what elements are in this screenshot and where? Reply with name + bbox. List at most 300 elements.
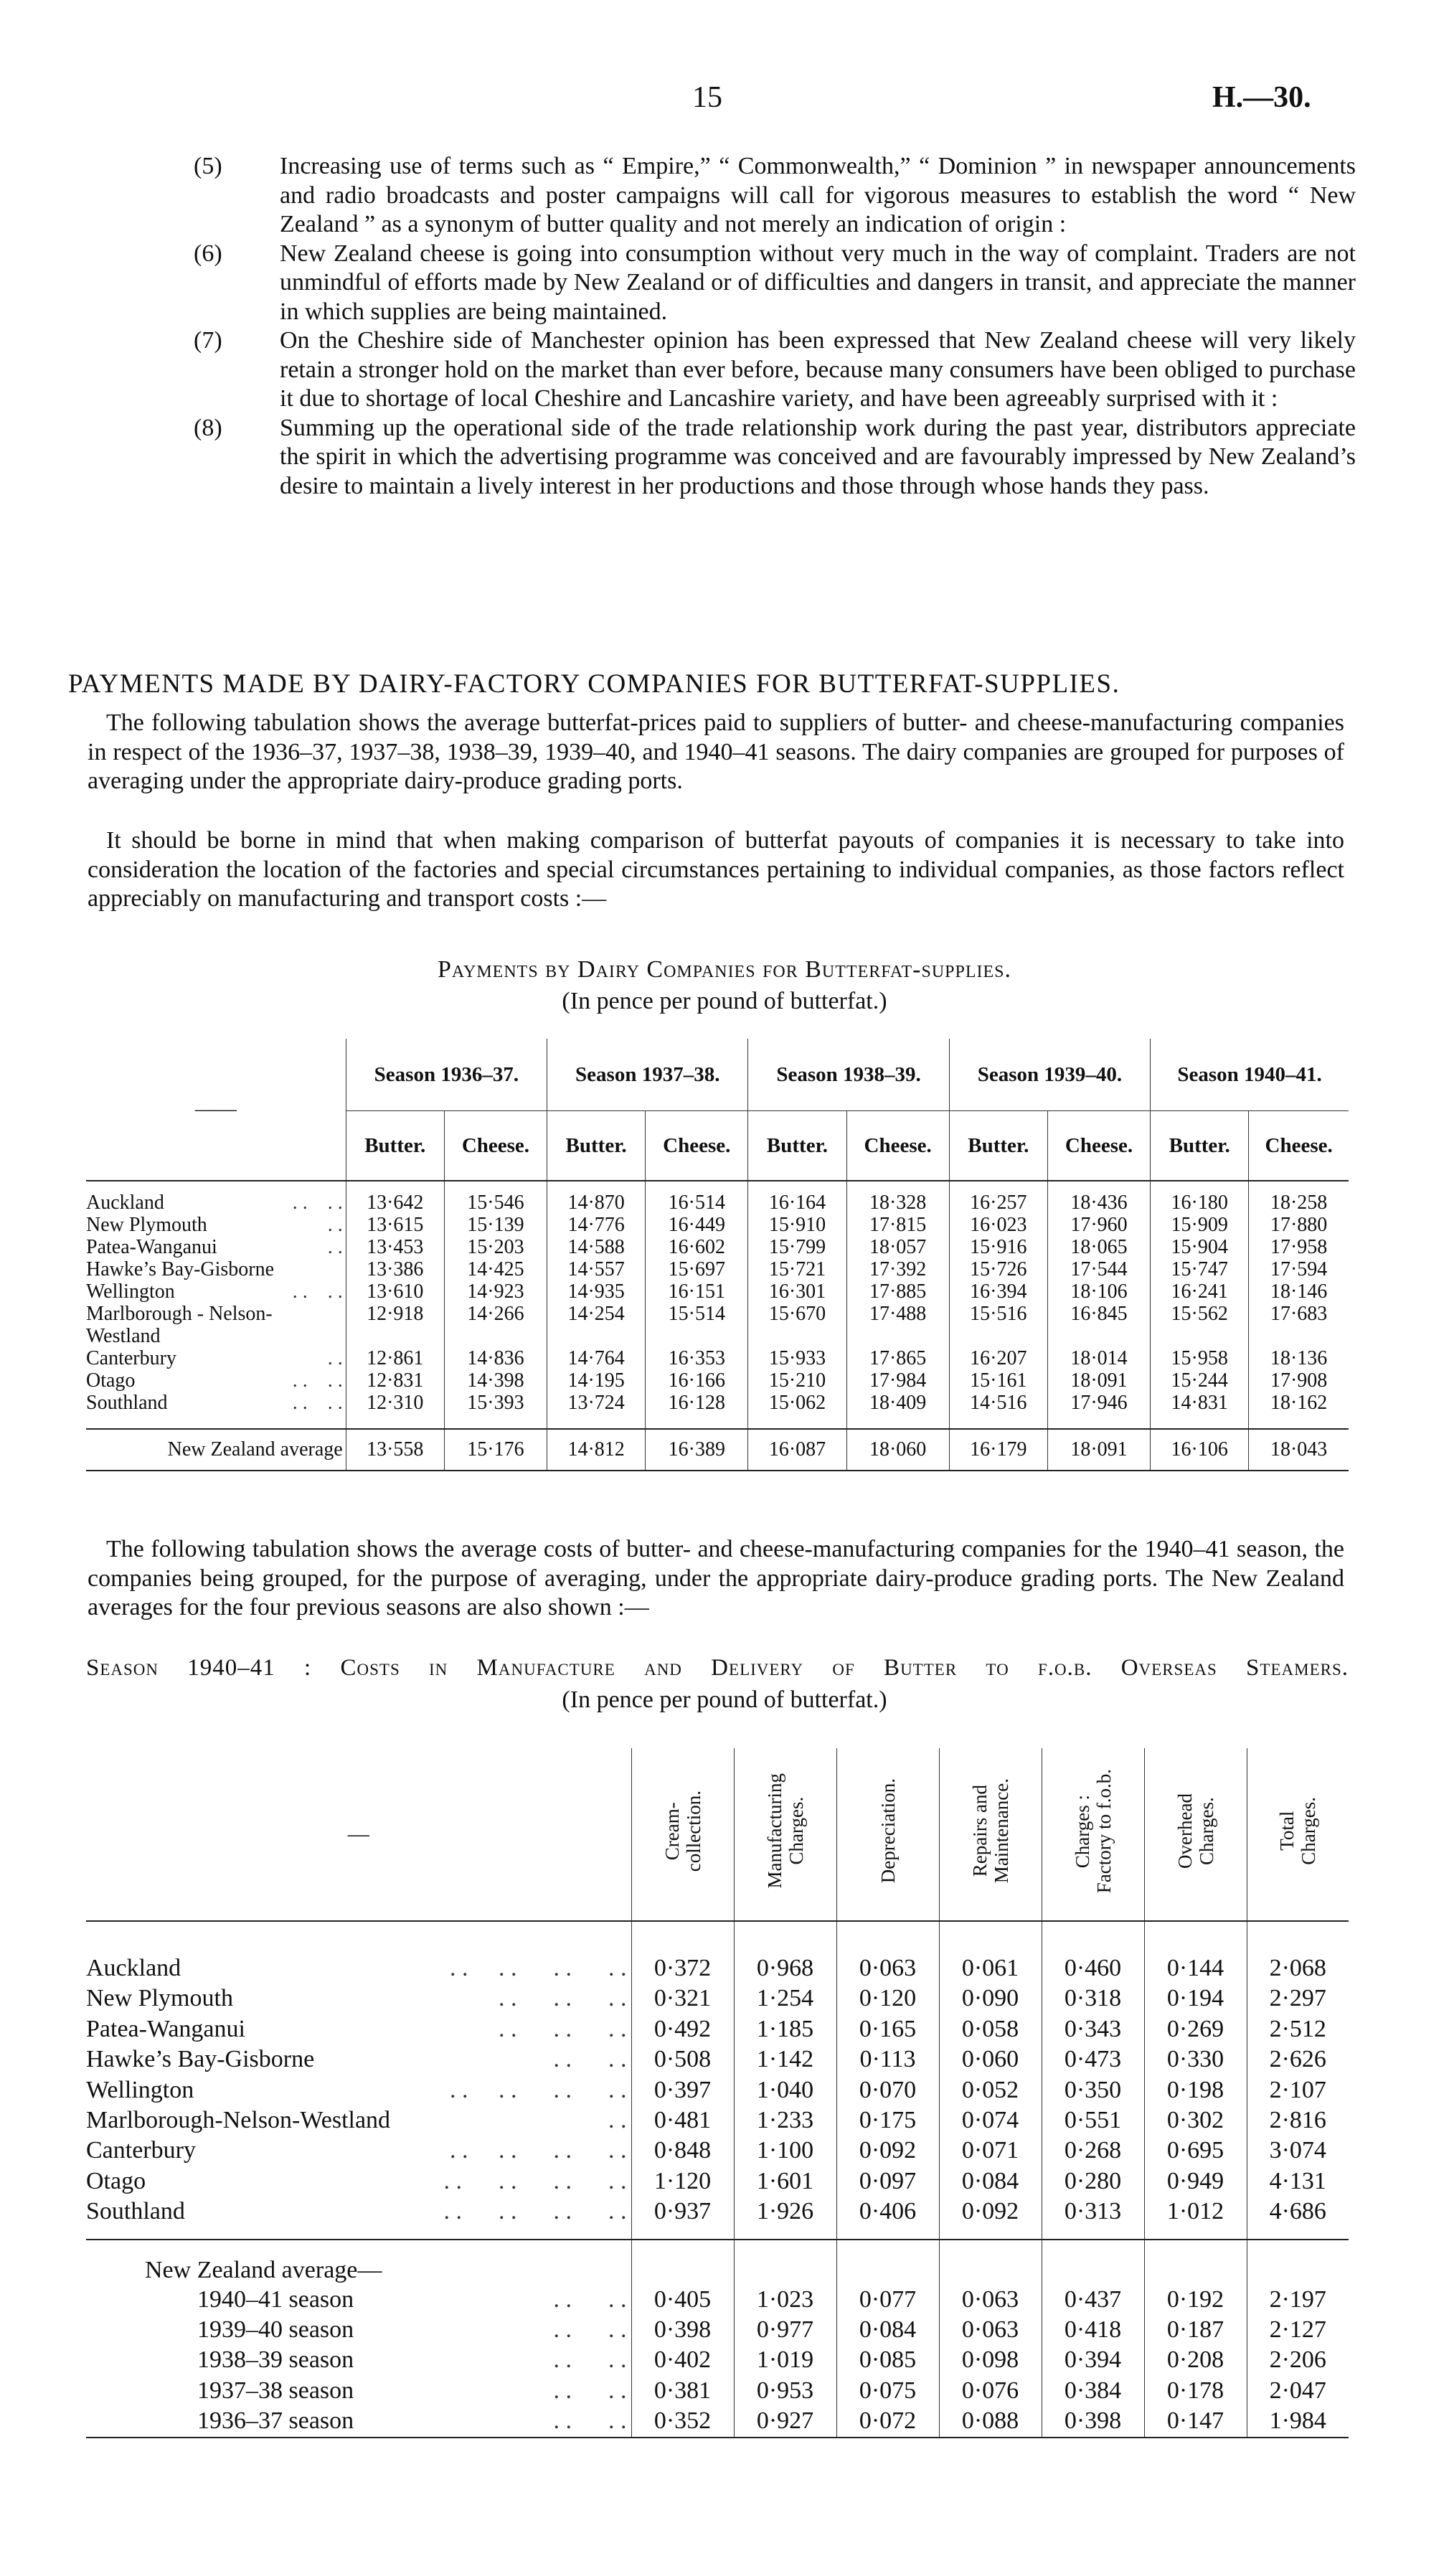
- cell: 16·207: [949, 1347, 1047, 1369]
- cell: 0·381: [631, 2376, 734, 2406]
- cell: 0·384: [1042, 2376, 1144, 2406]
- paragraph: The following tabulation shows the average butterfat-prices paid to suppliers of butter- and cheese-manufacturing companies in respect of the 1936–37, 1937–38, 1938–39, 1939–40, and 1940–41 seasons. The dairy companies are grouped for purposes of averaging under the appropriate dairy-produce grading ports.: [88, 709, 1344, 794]
- cell: 1·601: [734, 2166, 836, 2197]
- cell: 15·546: [444, 1181, 547, 1214]
- cell: 1·120: [631, 2166, 734, 2197]
- row-name: 1937–38 season: [197, 2377, 354, 2404]
- cell: 18·146: [1249, 1280, 1349, 1303]
- cell: 0·147: [1144, 2406, 1247, 2437]
- table-row: [86, 2166, 1349, 2197]
- row-label: [86, 2376, 631, 2406]
- cell: 16·166: [646, 1369, 748, 1392]
- cell: 15·721: [748, 1258, 846, 1280]
- cell: 17·946: [1047, 1392, 1150, 1429]
- cell: 2·626: [1247, 2044, 1349, 2075]
- cell: 18·014: [1047, 1347, 1150, 1369]
- cell: 0·280: [1042, 2166, 1144, 2197]
- cell: 0·418: [1042, 2315, 1144, 2345]
- row-label: [86, 1983, 631, 2014]
- cell: 16·180: [1151, 1181, 1249, 1214]
- season-header: Season 1940–41.: [1151, 1039, 1349, 1111]
- cell: 0·165: [836, 2014, 939, 2044]
- row-label: [86, 1953, 631, 1983]
- row-name: 1939–40 season: [197, 2316, 354, 2344]
- cell: 13·615: [346, 1214, 444, 1236]
- cell: 14·923: [444, 1280, 547, 1303]
- cell: 14·764: [547, 1347, 646, 1369]
- cell: 17·880: [1249, 1214, 1349, 1236]
- cell: 0·343: [1042, 2014, 1144, 2044]
- table-row: [86, 1236, 1349, 1258]
- cell: 1·142: [734, 2044, 836, 2075]
- row-label: [86, 2136, 631, 2166]
- season-header: Season 1936–37.: [346, 1039, 547, 1111]
- cell: 0·406: [836, 2197, 939, 2227]
- row-label: New Zealand average: [86, 1429, 346, 1471]
- table2-title: Season 1940–41 : Costs in Manufacture and Delivery of Butter to f.o.b. Overseas Steamers.: [86, 1655, 1349, 1681]
- cell: 15·161: [949, 1369, 1047, 1392]
- table-row: [86, 2345, 1349, 2375]
- cell: 0·198: [1144, 2075, 1247, 2105]
- cell: 0·063: [836, 1953, 939, 1983]
- cell: 16·241: [1151, 1280, 1249, 1303]
- cell: 16·087: [748, 1429, 846, 1471]
- cheese-header: Cheese.: [646, 1111, 748, 1181]
- cell: 0·313: [1042, 2197, 1144, 2227]
- cell: 15·210: [748, 1369, 846, 1392]
- row-label: [86, 2075, 631, 2105]
- leader-dots: . . . . . . . .: [438, 2198, 627, 2225]
- cell: 16·151: [646, 1280, 748, 1303]
- cell: 15·670: [748, 1303, 846, 1347]
- cell: 17·683: [1249, 1303, 1349, 1347]
- cell: 0·968: [734, 1953, 836, 1983]
- table-row: [86, 2285, 1349, 2315]
- leader-dots: . . . . . . . .: [450, 2076, 627, 2103]
- list-item: [194, 152, 1356, 240]
- cell: 14·812: [547, 1429, 646, 1471]
- cell: 18·060: [846, 1429, 949, 1471]
- leader-dots: . . . . . . . .: [450, 1955, 627, 1981]
- region-name: Wellington: [86, 1280, 175, 1303]
- cell: 13·453: [346, 1236, 444, 1258]
- item-text: New Zealand cheese is going into consumption without very much in the way of complaint. Traders are not unmindful of efforts made by New Zealand or of difficulties and dangers in transit, and appreciate the manner in which supplies are being maintained.: [280, 240, 1356, 325]
- cell: 0·473: [1042, 2044, 1144, 2075]
- leader-dots: . . . . . .: [480, 1985, 627, 2012]
- cell: 0·178: [1144, 2376, 1247, 2406]
- paragraph: The following tabulation shows the average costs of butter- and cheese-manufacturing companies for the 1940–41 season, the companies being grouped, for the purpose of averaging, under the appropriate dairy-produce grading ports. The New Zealand averages for the four previous seasons are also shown :—: [88, 1536, 1344, 1620]
- cell: 0·084: [939, 2166, 1042, 2197]
- cell: 15·799: [748, 1236, 846, 1258]
- row-label: [86, 2406, 631, 2437]
- row-name: 1936–37 season: [197, 2407, 354, 2435]
- cell: 0·084: [836, 2315, 939, 2345]
- row-label: [86, 1181, 346, 1214]
- cell: 0·268: [1042, 2136, 1144, 2166]
- item-number: (8): [194, 414, 222, 441]
- cell: 18·136: [1249, 1347, 1349, 1369]
- table-row: [86, 1369, 1349, 1392]
- column-header: Repairs and Maintenance.: [968, 1778, 1012, 1884]
- leader-dots: . . . .: [292, 1392, 343, 1414]
- cell: 13·558: [346, 1429, 444, 1471]
- cell: 1·100: [734, 2136, 836, 2166]
- butter-header: Butter.: [748, 1111, 846, 1181]
- cell: 0·937: [631, 2197, 734, 2227]
- cell: 0·058: [939, 2014, 1042, 2044]
- cell: 14·557: [547, 1258, 646, 1280]
- cell: 0·061: [939, 1953, 1042, 1983]
- cell: 0·394: [1042, 2345, 1144, 2375]
- cell: 17·594: [1249, 1258, 1349, 1280]
- cell: 16·602: [646, 1236, 748, 1258]
- row-label: [86, 2014, 631, 2044]
- cell: 0·187: [1144, 2315, 1247, 2345]
- table-row: [86, 1953, 1349, 1983]
- cell: 14·870: [547, 1181, 646, 1214]
- leader-dots: . . . . . . . .: [419, 2167, 627, 2194]
- cell: 18·091: [1047, 1369, 1150, 1392]
- cell: 1·254: [734, 1983, 836, 2014]
- column-header: Total Charges.: [1276, 1797, 1320, 1865]
- paragraph: It should be borne in mind that when making comparison of butterfat payouts of companies it is necessary to take into consideration the location of the factories and special circumstances pertaining to individual companies, as those factors reflect appreciably on manufacturing and transport costs :—: [88, 827, 1344, 912]
- cell: 0·398: [631, 2315, 734, 2345]
- cell: 15·176: [444, 1429, 547, 1471]
- cell: 0·077: [836, 2285, 939, 2315]
- region-name: Patea-Wanganui: [86, 1236, 217, 1258]
- cell: 0·192: [1144, 2285, 1247, 2315]
- cell: 15·747: [1151, 1258, 1249, 1280]
- cell: 0·481: [631, 2105, 734, 2136]
- row-name: 1938–39 season: [197, 2346, 354, 2374]
- season-header: Season 1937–38.: [547, 1039, 748, 1111]
- average-label: New Zealand average—: [86, 2240, 631, 2285]
- cell: 18·106: [1047, 1280, 1150, 1303]
- cell: 0·070: [836, 2075, 939, 2105]
- row-name: New Plymouth: [86, 1985, 233, 2012]
- cell: 2·047: [1247, 2376, 1349, 2406]
- cell: 1·233: [734, 2105, 836, 2136]
- row-label: [86, 1392, 346, 1429]
- cell: 2·297: [1247, 1983, 1349, 2014]
- cell: 0·492: [631, 2014, 734, 2044]
- cell: 16·128: [646, 1392, 748, 1429]
- cell: 15·904: [1151, 1236, 1249, 1258]
- costs-table: [86, 1748, 1349, 2441]
- page-number: 15: [692, 81, 722, 114]
- row-name: Hawke’s Bay-Gisborne: [86, 2046, 315, 2073]
- cell: 14·266: [444, 1303, 547, 1347]
- cell: 0·330: [1144, 2044, 1247, 2075]
- cell: 0·194: [1144, 1983, 1247, 2014]
- cell: 16·394: [949, 1280, 1047, 1303]
- cell: 17·815: [846, 1214, 949, 1236]
- cell: 14·516: [949, 1392, 1047, 1429]
- row-label: [86, 1258, 346, 1280]
- butter-header: Butter.: [949, 1111, 1047, 1181]
- cell: 0·076: [939, 2376, 1042, 2406]
- cell: 0·097: [836, 2166, 939, 2197]
- row-name: Southland: [86, 2198, 185, 2225]
- leader-dots: . . . .: [516, 2046, 627, 2073]
- table-row: [86, 2044, 1349, 2075]
- list-item: [194, 240, 1356, 327]
- cell: 17·958: [1249, 1236, 1349, 1258]
- cell: 3·074: [1247, 2136, 1349, 2166]
- region-name: Auckland: [86, 1192, 164, 1214]
- leader-dots: . . . .: [523, 2346, 627, 2374]
- row-label: [86, 1214, 346, 1236]
- cell: 0·113: [836, 2044, 939, 2075]
- table1-title: Payments by Dairy Companies for Butterfat-supplies.: [437, 956, 1012, 983]
- list-item: [194, 414, 1356, 501]
- stub-dash: —: [347, 1822, 369, 1846]
- row-label: [86, 2197, 631, 2227]
- row-name: Marlborough-Nelson-Westland: [86, 2107, 391, 2134]
- cell: 0·460: [1042, 1953, 1144, 1983]
- cell: 16·353: [646, 1347, 748, 1369]
- cell: 13·724: [547, 1392, 646, 1429]
- cell: 15·958: [1151, 1347, 1249, 1369]
- table-row: [86, 2075, 1349, 2105]
- region-name: Hawke’s Bay-Gisborne: [86, 1258, 275, 1280]
- cell: 0·175: [836, 2105, 939, 2136]
- butter-header: Butter.: [346, 1111, 444, 1181]
- cell: 2·127: [1247, 2315, 1349, 2345]
- leader-dots: . . . . . . . .: [450, 2137, 627, 2164]
- table-row: [86, 2315, 1349, 2345]
- leader-dots: . .: [322, 1236, 343, 1258]
- cell: 14·836: [444, 1347, 547, 1369]
- row-name: Auckland: [86, 1955, 181, 1981]
- column-header: Cream- collection.: [661, 1790, 704, 1872]
- item-text: On the Cheshire side of Manchester opinion has been expressed that New Zealand cheese will very likely retain a stronger hold on the market than ever before, because many consumers have been obliged to purchase it due to shortage of local Cheshire and Lancashire variety, and have been agreeably surprised with it :: [280, 327, 1356, 412]
- cell: 0·402: [631, 2345, 734, 2375]
- region-name: Canterbury: [86, 1347, 176, 1369]
- cell: 15·910: [748, 1214, 846, 1236]
- row-label: [86, 2345, 631, 2375]
- row-name: Canterbury: [86, 2137, 196, 2164]
- cell: 2·206: [1247, 2345, 1349, 2375]
- cell: 0·405: [631, 2285, 734, 2315]
- section-title: PAYMENTS MADE BY DAIRY-FACTORY COMPANIES FOR BUTTERFAT-SUPPLIES.: [68, 669, 1120, 699]
- cell: 0·071: [939, 2136, 1042, 2166]
- cell: 15·697: [646, 1258, 748, 1280]
- cell: 13·386: [346, 1258, 444, 1280]
- cell: 16·301: [748, 1280, 846, 1303]
- table-row: [86, 2376, 1349, 2406]
- cell: 15·139: [444, 1214, 547, 1236]
- row-label: [86, 2166, 631, 2197]
- cell: 15·062: [748, 1392, 846, 1429]
- cheese-header: Cheese.: [1249, 1111, 1349, 1181]
- cell: 0·350: [1042, 2075, 1144, 2105]
- cell: 15·516: [949, 1303, 1047, 1347]
- row-label: [86, 1280, 346, 1303]
- cell: 16·389: [646, 1429, 748, 1471]
- cell: 13·610: [346, 1280, 444, 1303]
- row-label: [86, 1347, 346, 1369]
- cell: 0·092: [939, 2197, 1042, 2227]
- cell: 0·848: [631, 2136, 734, 2166]
- cell: 18·436: [1047, 1181, 1150, 1214]
- cell: 15·909: [1151, 1214, 1249, 1236]
- region-name: Southland: [86, 1392, 168, 1414]
- table-row: [86, 1214, 1349, 1236]
- column-header: Depreciation.: [877, 1778, 899, 1884]
- table-row: [86, 2014, 1349, 2044]
- region-name: Otago: [86, 1369, 136, 1392]
- item-number: (7): [194, 327, 222, 354]
- butter-header: Butter.: [1151, 1111, 1249, 1181]
- season-header: Season 1938–39.: [748, 1039, 949, 1111]
- table-row: [86, 1392, 1349, 1429]
- table-row: [86, 1258, 1349, 1280]
- cell: 0·090: [939, 1983, 1042, 2014]
- cell: 18·065: [1047, 1236, 1150, 1258]
- cell: 0·949: [1144, 2166, 1247, 2197]
- document-reference: H.—30.: [1212, 81, 1311, 114]
- row-label: [86, 1369, 346, 1392]
- cell: 17·885: [846, 1280, 949, 1303]
- cell: 16·514: [646, 1181, 748, 1214]
- cell: 16·164: [748, 1181, 846, 1214]
- table-row: [86, 1280, 1349, 1303]
- cell: 0·144: [1144, 1953, 1247, 1983]
- cell: 0·372: [631, 1953, 734, 1983]
- cell: 1·040: [734, 2075, 836, 2105]
- cell: 16·179: [949, 1429, 1047, 1471]
- cell: 15·562: [1151, 1303, 1249, 1347]
- row-name: Patea-Wanganui: [86, 2015, 245, 2042]
- row-name: Wellington: [86, 2076, 194, 2103]
- row-label: [86, 2105, 631, 2136]
- cell: 0·927: [734, 2406, 836, 2437]
- cell: 1·185: [734, 2014, 836, 2044]
- cell: 14·425: [444, 1258, 547, 1280]
- cell: 17·544: [1047, 1258, 1150, 1280]
- table-row: [86, 2406, 1349, 2437]
- leader-dots: . . . .: [292, 1369, 343, 1392]
- cell: 15·726: [949, 1258, 1047, 1280]
- cell: 14·398: [444, 1369, 547, 1392]
- cell: 0·063: [939, 2315, 1042, 2345]
- cell: 14·588: [547, 1236, 646, 1258]
- table-row-average: [86, 1429, 1349, 1471]
- column-header: Manufacturing Charges.: [763, 1773, 807, 1889]
- cell: 15·203: [444, 1236, 547, 1258]
- cell: 2·512: [1247, 2014, 1349, 2044]
- item-number: (5): [194, 153, 222, 179]
- cell: 0·953: [734, 2376, 836, 2406]
- cell: 12·831: [346, 1369, 444, 1392]
- cell: 0·977: [734, 2315, 836, 2345]
- cell: 0·269: [1144, 2014, 1247, 2044]
- cell: 16·449: [646, 1214, 748, 1236]
- payments-table: [86, 1039, 1349, 1473]
- cell: 0·508: [631, 2044, 734, 2075]
- cell: 0·098: [939, 2345, 1042, 2375]
- cell: 18·258: [1249, 1181, 1349, 1214]
- leader-dots: . .: [322, 1214, 343, 1236]
- cheese-header: Cheese.: [444, 1111, 547, 1181]
- cell: 4·686: [1247, 2197, 1349, 2227]
- leader-dots: . . . .: [523, 2407, 627, 2435]
- leader-dots: . . . .: [523, 2316, 627, 2344]
- cell: 2·068: [1247, 1953, 1349, 1983]
- cell: 18·043: [1249, 1429, 1349, 1471]
- cell: 13·642: [346, 1181, 444, 1214]
- cell: 14·831: [1151, 1392, 1249, 1429]
- region-name: Marlborough - Nelson- Westland: [86, 1303, 273, 1347]
- butter-header: Butter.: [547, 1111, 646, 1181]
- table2-subtitle: (In pence per pound of butterfat.): [562, 1686, 887, 1713]
- cell: 14·776: [547, 1214, 646, 1236]
- item-text: Increasing use of terms such as “ Empire,” “ Commonwealth,” “ Dominion ” in newspaper announcements and radio broadcasts and poster campaigns will call for vigorous measures to establish the word “ New Zealand ” as a synonym of butter quality and not merely an indication of origin :: [280, 153, 1356, 237]
- cell: 12·310: [346, 1392, 444, 1429]
- cell: 15·244: [1151, 1369, 1249, 1392]
- cell: 0·075: [836, 2376, 939, 2406]
- cell: 12·861: [346, 1347, 444, 1369]
- cell: 18·057: [846, 1236, 949, 1258]
- cell: 14·254: [547, 1303, 646, 1347]
- cell: 16·845: [1047, 1303, 1150, 1347]
- table-row: [86, 2136, 1349, 2166]
- cell: 17·865: [846, 1347, 949, 1369]
- cell: 0·695: [1144, 2136, 1247, 2166]
- cell: 16·106: [1151, 1429, 1249, 1471]
- cell: 0·060: [939, 2044, 1042, 2075]
- cell: 17·984: [846, 1369, 949, 1392]
- cell: 0·318: [1042, 1983, 1144, 2014]
- row-name: Otago: [86, 2167, 146, 2194]
- row-label: [86, 2285, 631, 2315]
- cell: 0·321: [631, 1983, 734, 2014]
- cell: 14·195: [547, 1369, 646, 1392]
- column-header: Charges : Factory to f.o.b.: [1071, 1768, 1115, 1894]
- stub-dash: ——: [194, 1098, 237, 1120]
- table-row: [86, 1347, 1349, 1369]
- cell: 0·052: [939, 2075, 1042, 2105]
- cell: 0·063: [939, 2285, 1042, 2315]
- cell: 0·120: [836, 1983, 939, 2014]
- row-label: [86, 1303, 346, 1347]
- item-text: Summing up the operational side of the trade relationship work during the past year, distributors appreciate the spirit in which the advertising programme was conceived and are favourably impressed by New Zealand’s desire to maintain a lively interest in her productions and those through whose hands they pass.: [280, 414, 1356, 499]
- cell: 0·551: [1042, 2105, 1144, 2136]
- cell: 0·208: [1144, 2345, 1247, 2375]
- cell: 17·488: [846, 1303, 949, 1347]
- cell: 0·085: [836, 2345, 939, 2375]
- leader-dots: . . . .: [292, 1280, 343, 1303]
- cell: 4·131: [1247, 2166, 1349, 2197]
- row-label: [86, 1236, 346, 1258]
- table-row: [86, 2105, 1349, 2136]
- cell: 1·926: [734, 2197, 836, 2227]
- table-row: [86, 1983, 1349, 2014]
- table-row: [86, 1181, 1349, 1214]
- cell: 1·019: [734, 2345, 836, 2375]
- cell: 2·107: [1247, 2075, 1349, 2105]
- region-name: New Plymouth: [86, 1214, 207, 1236]
- cell: 15·514: [646, 1303, 748, 1347]
- season-header: Season 1939–40.: [949, 1039, 1150, 1111]
- cell: 18·409: [846, 1392, 949, 1429]
- cell: 0·397: [631, 2075, 734, 2105]
- table1-subtitle: (In pence per pound of butterfat.): [562, 988, 887, 1014]
- cheese-header: Cheese.: [1047, 1111, 1150, 1181]
- cell: 18·162: [1249, 1392, 1349, 1429]
- list-item: [194, 326, 1356, 414]
